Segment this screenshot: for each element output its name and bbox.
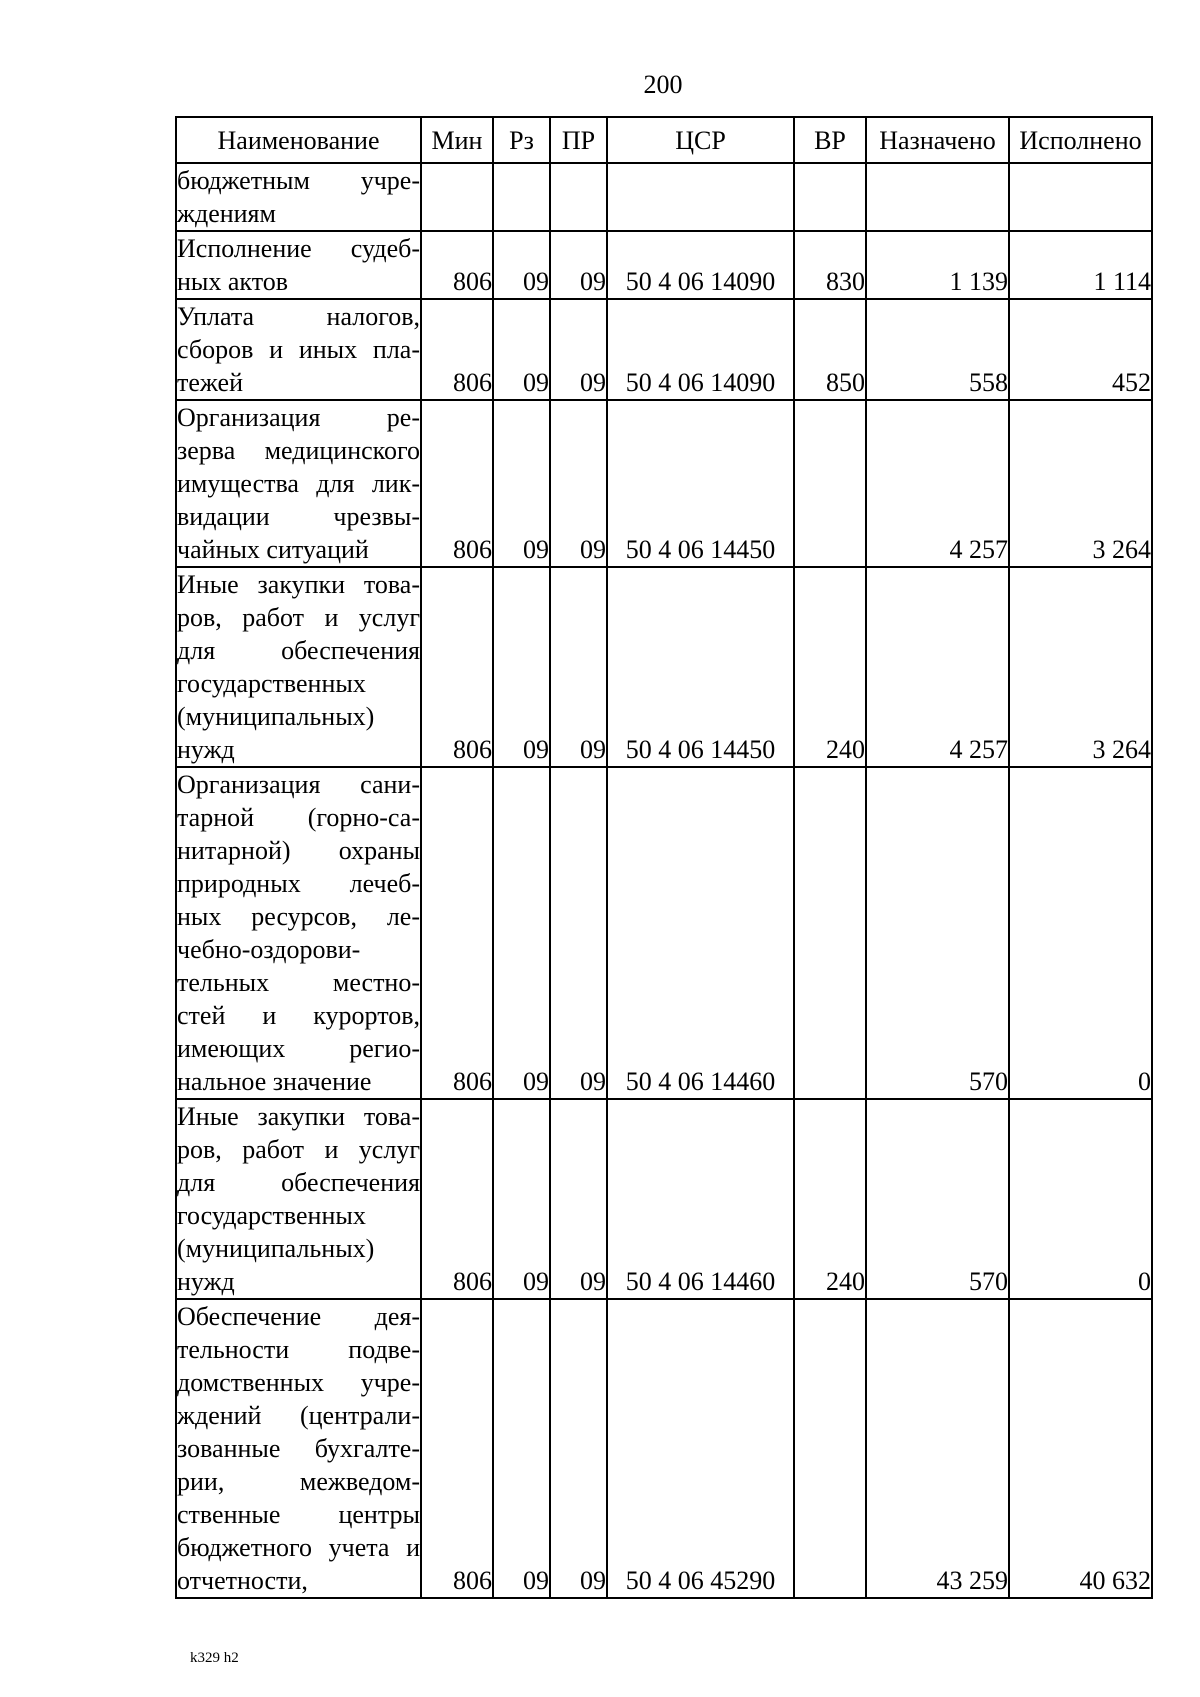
name-line: Организация ре- (177, 403, 420, 432)
header-min: Мин (421, 117, 493, 163)
cell-pr: 09 (550, 1099, 607, 1299)
cell-executed: 3 264 (1009, 400, 1152, 567)
name-line: государственных (177, 669, 366, 698)
cell-executed: 40 632 (1009, 1299, 1152, 1598)
name-line: домственных учре- (177, 1368, 420, 1397)
header-executed: Исполнено (1009, 117, 1152, 163)
name-line: для обеспечения (177, 636, 420, 665)
cell-executed: 1 114 (1009, 231, 1152, 299)
name-line: Организация сани- (177, 770, 420, 799)
name-line: бюджетного учета и (177, 1533, 420, 1562)
name-line: ственные центры (177, 1500, 420, 1529)
name-line: (муниципальных) (177, 1234, 375, 1263)
cell-vr: 240 (794, 567, 866, 767)
cell-assigned: 4 257 (866, 400, 1009, 567)
cell-csr: 50 4 06 14090 (607, 231, 794, 299)
table-row (176, 767, 1152, 1099)
cell-csr: 50 4 06 14460 (607, 1099, 794, 1299)
cell-rz: 09 (493, 1099, 550, 1299)
table-row (176, 163, 1152, 231)
cell-name (176, 1299, 421, 1598)
name-line: имущества для лик- (177, 469, 420, 498)
name-line: природных лечеб- (177, 869, 420, 898)
name-line: нужд (177, 1267, 235, 1296)
cell-csr: 50 4 06 14450 (607, 400, 794, 567)
cell-rz: 09 (493, 299, 550, 400)
name-line: чебно-оздорови- (177, 935, 361, 964)
cell-min: 806 (421, 299, 493, 400)
cell-name (176, 231, 421, 299)
cell-min: 806 (421, 231, 493, 299)
cell-pr: 09 (550, 299, 607, 400)
footer-code: k329 h2 (190, 1650, 239, 1666)
name-line: Уплата налогов, (177, 302, 420, 331)
table-row (176, 1299, 1152, 1598)
cell-pr: 09 (550, 567, 607, 767)
name-line: сборов и иных пла- (177, 335, 420, 364)
name-line: видации чрезвы- (177, 502, 420, 531)
name-line: Исполнение судеб- (177, 234, 420, 263)
cell-csr: 50 4 06 14460 (607, 767, 794, 1099)
name-line: стей и курортов, (177, 1001, 420, 1030)
name-line: тельности подве- (177, 1335, 420, 1364)
cell-pr: 09 (550, 767, 607, 1099)
cell-vr (794, 400, 866, 567)
table-row (176, 299, 1152, 400)
cell-pr (550, 163, 607, 231)
cell-name (176, 767, 421, 1099)
cell-assigned: 570 (866, 767, 1009, 1099)
page-number: 200 (643, 70, 683, 99)
header-rz: Рз (493, 117, 550, 163)
cell-vr (794, 1299, 866, 1598)
cell-assigned: 1 139 (866, 231, 1009, 299)
cell-csr (607, 163, 794, 231)
name-line: государственных (177, 1201, 366, 1230)
name-line: для обеспечения (177, 1168, 420, 1197)
cell-vr (794, 163, 866, 231)
cell-rz: 09 (493, 767, 550, 1099)
cell-name (176, 400, 421, 567)
cell-rz: 09 (493, 1299, 550, 1598)
header-name: Наименование (176, 117, 421, 163)
cell-rz (493, 163, 550, 231)
cell-assigned: 570 (866, 1099, 1009, 1299)
cell-min: 806 (421, 767, 493, 1099)
cell-assigned (866, 163, 1009, 231)
name-line: рии, межведом- (177, 1467, 420, 1496)
cell-rz: 09 (493, 567, 550, 767)
name-line: нужд (177, 735, 235, 764)
cell-min (421, 163, 493, 231)
table-row (176, 567, 1152, 767)
table-row (176, 231, 1152, 299)
name-line: ных ресурсов, ле- (177, 902, 420, 931)
name-line: зерва медицинского (177, 436, 420, 465)
name-line: Иные закупки това- (177, 1102, 420, 1131)
cell-name (176, 163, 421, 231)
table-body (176, 163, 1152, 1598)
name-line: (муниципальных) (177, 702, 375, 731)
cell-assigned: 558 (866, 299, 1009, 400)
cell-pr: 09 (550, 400, 607, 567)
cell-executed: 0 (1009, 1099, 1152, 1299)
cell-rz: 09 (493, 231, 550, 299)
cell-vr: 850 (794, 299, 866, 400)
cell-executed: 452 (1009, 299, 1152, 400)
name-line: Иные закупки това- (177, 570, 420, 599)
cell-csr: 50 4 06 14450 (607, 567, 794, 767)
name-line: ждениям (177, 199, 276, 228)
cell-csr: 50 4 06 14090 (607, 299, 794, 400)
cell-rz: 09 (493, 400, 550, 567)
cell-name (176, 567, 421, 767)
cell-min: 806 (421, 400, 493, 567)
header-vr: ВР (794, 117, 866, 163)
cell-assigned: 4 257 (866, 567, 1009, 767)
name-line: ждений (централи- (177, 1401, 420, 1430)
cell-executed (1009, 163, 1152, 231)
cell-vr (794, 767, 866, 1099)
cell-pr: 09 (550, 1299, 607, 1598)
name-line: нальное значение (177, 1067, 372, 1096)
cell-csr: 50 4 06 45290 (607, 1299, 794, 1598)
name-line: нитарной) охраны (177, 836, 420, 865)
name-line: ных актов (177, 267, 289, 296)
cell-pr: 09 (550, 231, 607, 299)
table-row (176, 400, 1152, 567)
cell-vr: 240 (794, 1099, 866, 1299)
name-line: ров, работ и услуг (177, 603, 420, 632)
cell-assigned: 43 259 (866, 1299, 1009, 1598)
header-assigned: Назначено (866, 117, 1009, 163)
header-csr: ЦСР (607, 117, 794, 163)
table-row (176, 1099, 1152, 1299)
cell-name (176, 299, 421, 400)
cell-name (176, 1099, 421, 1299)
budget-table (175, 116, 1153, 1599)
cell-min: 806 (421, 1099, 493, 1299)
cell-executed: 3 264 (1009, 567, 1152, 767)
name-line: чайных ситуаций (177, 535, 369, 564)
cell-vr: 830 (794, 231, 866, 299)
name-line: отчетности, (177, 1566, 308, 1595)
cell-min: 806 (421, 1299, 493, 1598)
cell-executed: 0 (1009, 767, 1152, 1099)
table-header-row (176, 117, 1152, 163)
header-pr: ПР (550, 117, 607, 163)
cell-min: 806 (421, 567, 493, 767)
name-line: зованные бухгалте- (177, 1434, 420, 1463)
name-line: имеющих регио- (177, 1034, 420, 1063)
name-line: тарной (горно-са- (177, 803, 420, 832)
name-line: бюджетным учре- (177, 166, 420, 195)
name-line: тельных местно- (177, 968, 420, 997)
name-line: ров, работ и услуг (177, 1135, 420, 1164)
name-line: тежей (177, 368, 243, 397)
name-line: Обеспечение дея- (177, 1302, 420, 1331)
